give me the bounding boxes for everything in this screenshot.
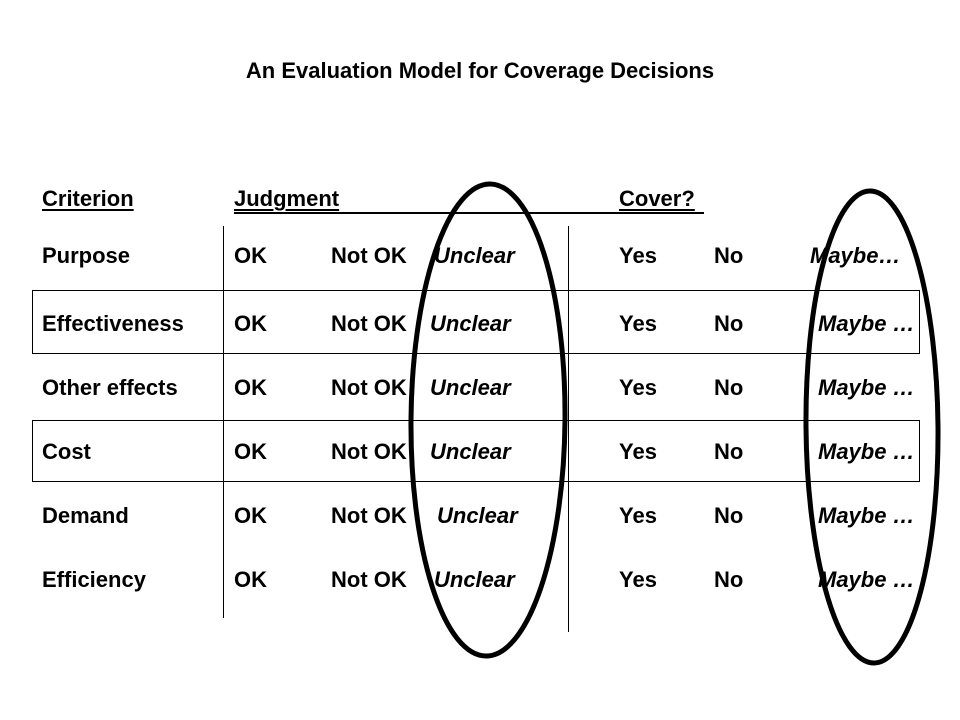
row-yes: Yes <box>619 567 657 592</box>
row-ok: OK <box>234 243 267 268</box>
slide-title: An Evaluation Model for Coverage Decisions <box>245 58 715 83</box>
row-not-ok: Not OK <box>331 243 407 268</box>
row-criterion: Effectiveness <box>42 311 184 336</box>
row-yes: Yes <box>619 439 657 464</box>
row-yes: Yes <box>619 311 657 336</box>
row-not-ok: Not OK <box>331 375 407 400</box>
row-unclear: Unclear <box>430 375 511 400</box>
row-criterion: Cost <box>42 439 91 464</box>
row-criterion: Purpose <box>42 243 131 268</box>
row-not-ok: Not OK <box>331 311 407 336</box>
row-no: No <box>714 311 744 336</box>
row-maybe: Maybe … <box>818 439 915 464</box>
row-yes: Yes <box>619 243 657 268</box>
row-unclear: Unclear <box>430 311 511 336</box>
row-ok: OK <box>234 567 267 592</box>
row-criterion: Demand <box>42 503 129 528</box>
row-ok: OK <box>234 503 267 528</box>
row-not-ok: Not OK <box>331 439 407 464</box>
row-ok: OK <box>234 375 267 400</box>
row-maybe: Maybe … <box>818 311 915 336</box>
row-unclear: Unclear <box>434 567 515 592</box>
row-maybe: Maybe … <box>818 567 915 592</box>
row-not-ok: Not OK <box>331 503 407 528</box>
row-no: No <box>714 567 744 592</box>
row-unclear: Unclear <box>437 503 518 528</box>
header-cover: Cover? <box>619 186 695 211</box>
row-no: No <box>714 375 744 400</box>
row-yes: Yes <box>619 375 657 400</box>
header-criterion: Criterion <box>42 186 134 211</box>
row-not-ok: Not OK <box>331 567 407 592</box>
row-yes: Yes <box>619 503 657 528</box>
row-no: No <box>714 439 744 464</box>
header-judgment: Judgment <box>234 186 340 211</box>
row-maybe: Maybe … <box>818 375 915 400</box>
row-maybe: Maybe … <box>818 503 915 528</box>
row-unclear: Unclear <box>430 439 511 464</box>
row-no: No <box>714 243 744 268</box>
row-ok: OK <box>234 311 267 336</box>
row-no: No <box>714 503 744 528</box>
row-criterion: Other effects <box>42 375 178 400</box>
row-ok: OK <box>234 439 267 464</box>
row-criterion: Efficiency <box>42 567 146 592</box>
header-underline <box>234 212 704 214</box>
row-maybe: Maybe… <box>810 243 901 268</box>
row-unclear: Unclear <box>434 243 515 268</box>
